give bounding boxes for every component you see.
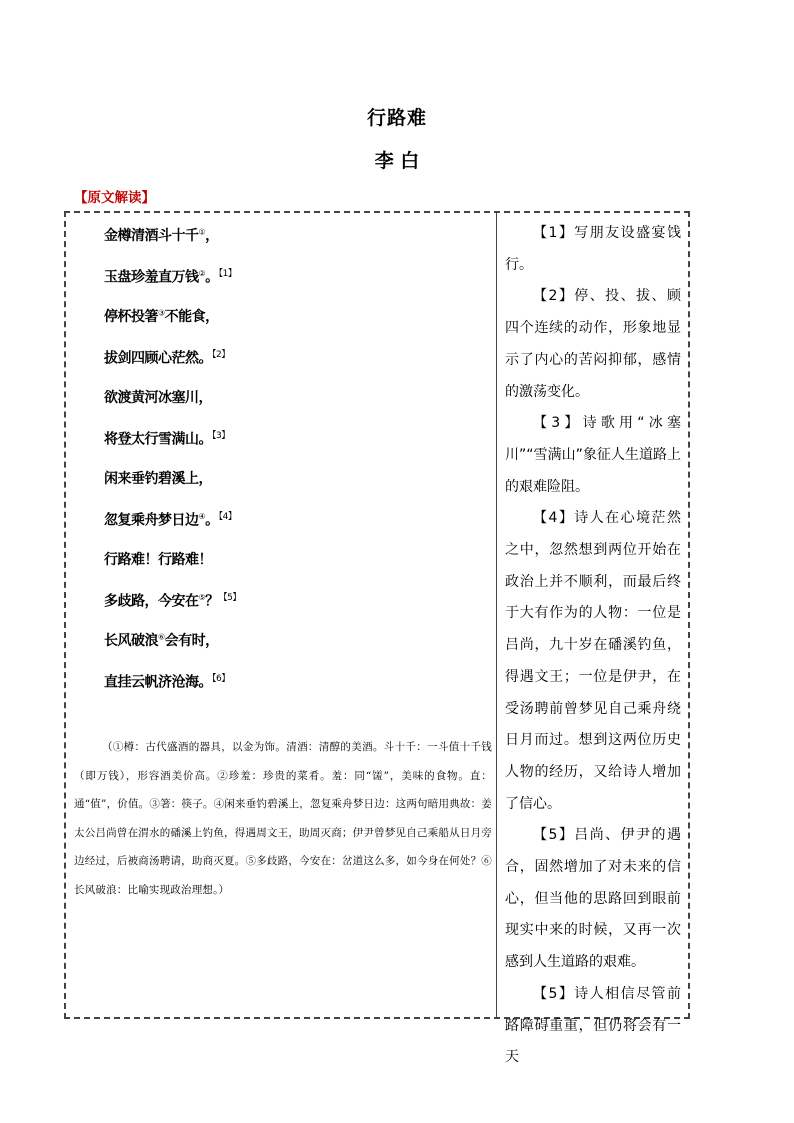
commentary-column xyxy=(505,218,681,1074)
annotation-notes: （①樽：古代盛酒的器具，以金为饰。清酒：清醇的美酒。斗十千：一斗值十千钱（即万钱），形容酒美价高。②珍羞：珍贵的菜肴。羞：同“馐”，美味的食物。直：通“值”，价值。③箸：筷子。④闲来垂钓碧溪上，忽复乘舟梦日边：这两句暗用典故：姜太公吕尚曾在渭水的磻溪上钓鱼，得遇周文王，助周灭商；伊尹曾梦见自己乘船从日月旁边经过，后被商汤聘请，助商灭夏。⑤多歧路，今安在：岔道这么多，如今身在何处？⑥长风破浪：比喻实现政治理想。） xyxy=(74,741,492,896)
poem-line: 闲来垂钓碧溪上， xyxy=(104,471,212,487)
poem-line: 长风破浪⑥会有时， xyxy=(104,632,219,649)
commentary-note: 【5】吕尚、伊尹的遇合，固然增加了对未来的信心，但当他的思路回到眼前现实中来的时候，又再一次感到人生道路的艰难。 xyxy=(505,827,681,971)
commentary-note: 【5】诗人相信尽管前路障碍重重，但仍将会有一天 xyxy=(505,985,681,1066)
poem-line: 行路难！行路难！ xyxy=(104,552,212,568)
poem-line: 忽复乘舟梦日边④。$^{【4】}$ xyxy=(104,511,237,529)
poem-line: 直挂云帆济沧海。$^{【6】}$ xyxy=(104,673,230,691)
commentary-note: 【4】诗人在心境茫然之中，忽然想到两位开始在政治上并不顺利，而最后终于大有作为的人物：一位是吕尚，九十岁在磻溪钓鱼，得遇文王；一位是伊尹，在受汤聘前曾梦见自己乘舟绕日月而过。想到这两位历史人物的经历，又给诗人增加了信心。 xyxy=(505,510,681,812)
poem-line: 将登太行雪满山。$^{【3】}$ xyxy=(104,430,230,448)
poem-line: 停杯投箸③不能食， xyxy=(104,308,219,325)
poem-line: 拔剑四顾心茫然。$^{【2】}$ xyxy=(104,349,230,367)
commentary-note: 【1】写朋友设盛宴饯行。 xyxy=(505,225,681,273)
poem-line: 多歧路，今安在⑤？$^{【5】}$ xyxy=(104,592,241,610)
commentary-note: 【2】停、投、拔、顾四个连续的动作，形象地显示了内心的苦闷抑郁，感情的激荡变化。 xyxy=(505,288,681,400)
commentary-note: 【3】诗歌用“冰塞川”“雪满山”象征人生道路上的艰难险阻。 xyxy=(505,415,681,495)
document-title: 行路难 xyxy=(366,107,427,129)
poem-lines xyxy=(104,225,484,711)
author-name: 李 白 xyxy=(374,150,420,172)
poem-line: 玉盘珍羞直万钱②。$^{【1】}$ xyxy=(104,268,237,286)
column-divider xyxy=(496,211,497,1019)
poem-line: 金樽清酒斗十千①， xyxy=(104,227,219,244)
section-label: 【原文解读】 xyxy=(74,190,155,206)
poem-line: 欲渡黄河冰塞川， xyxy=(104,390,212,406)
